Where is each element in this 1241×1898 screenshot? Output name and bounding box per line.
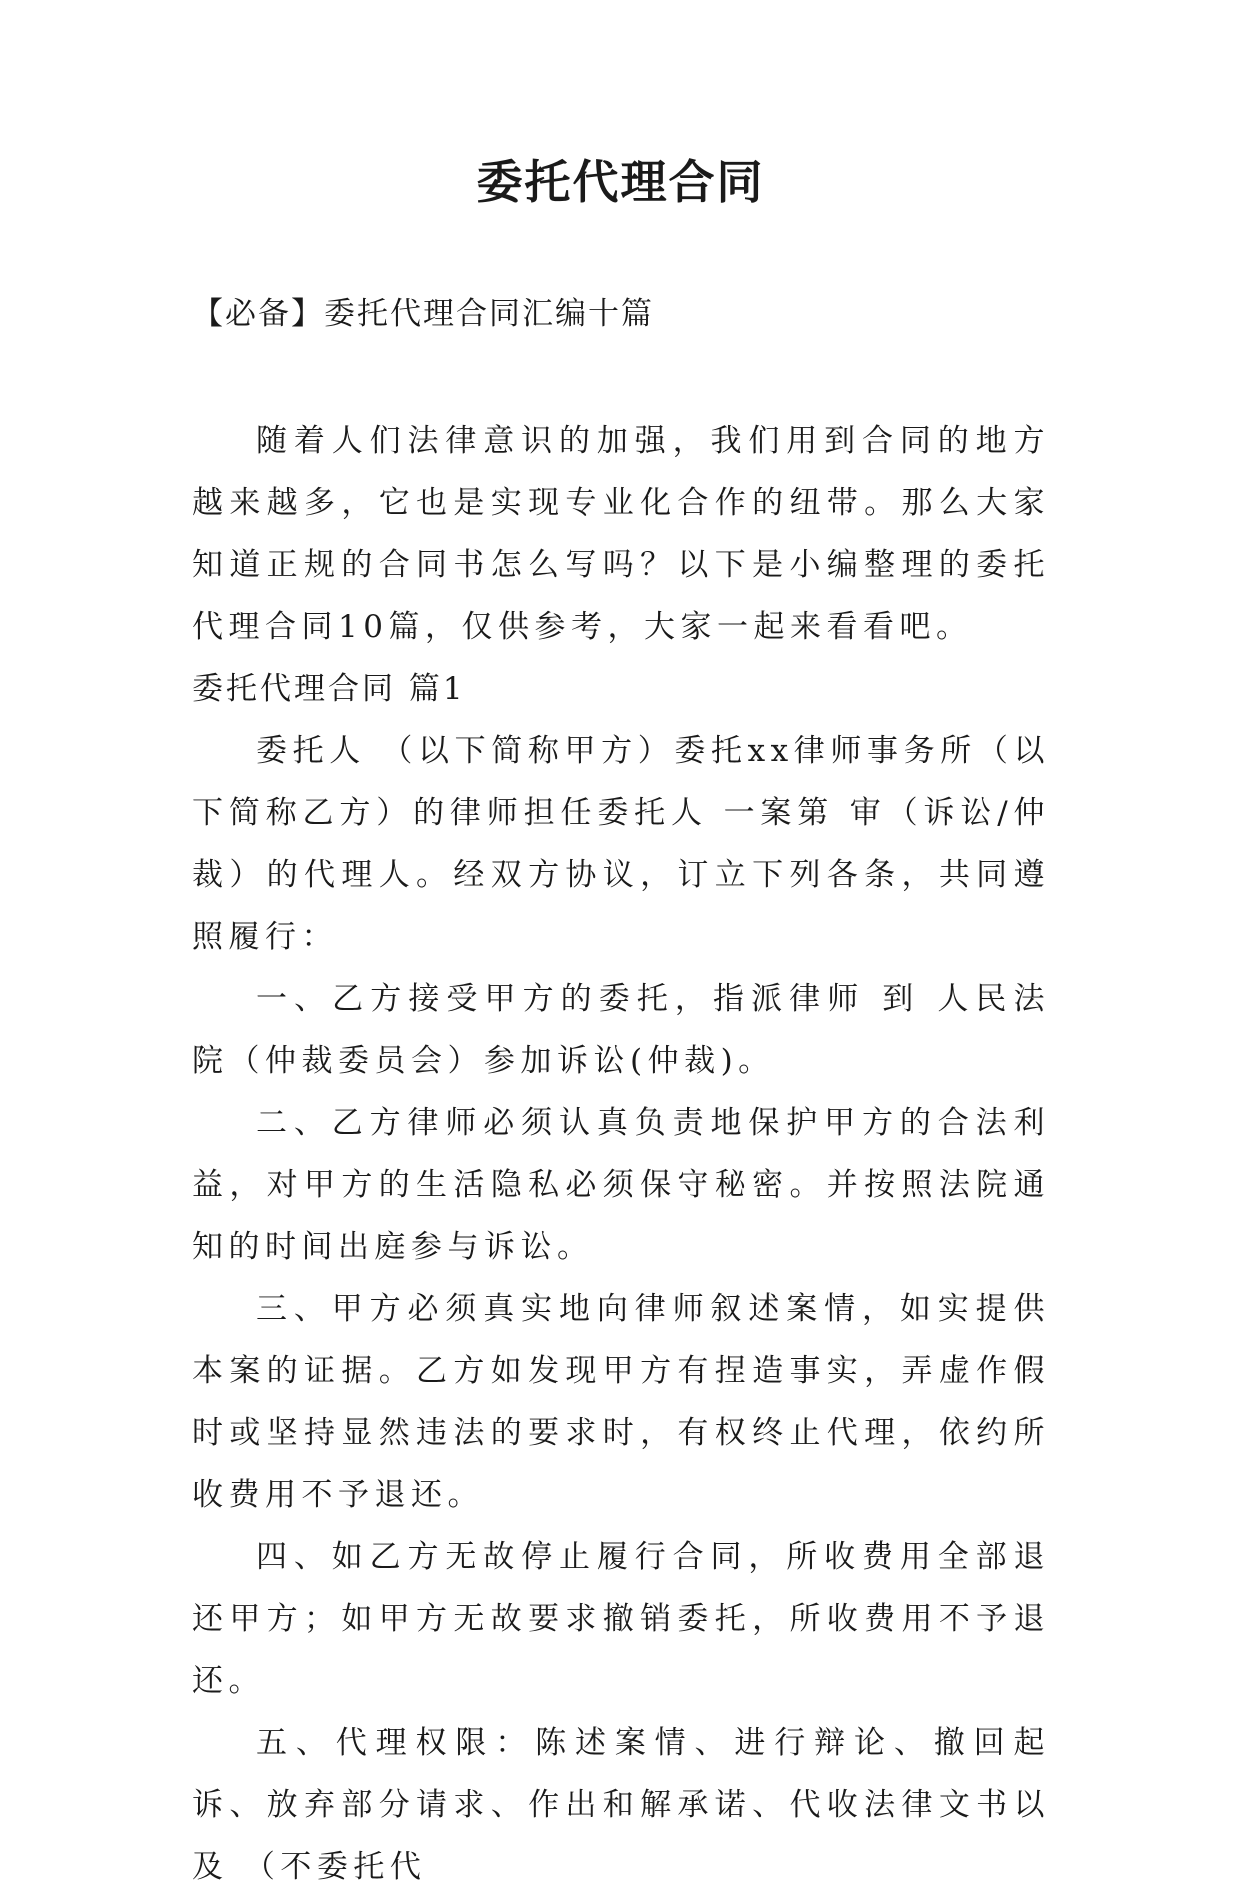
section-heading: 委托代理合同 篇1 xyxy=(192,671,466,707)
contract-clause-5: 五、代理权限：陈述案情、进行辩论、撤回起诉、放弃部分请求、作出和解承诺、代收法律文书以及 （不委托代 xyxy=(192,1725,1050,1885)
contract-clause-3: 三、甲方必须真实地向律师叙述案情，如实提供本案的证据。乙方如发现甲方有捏造事实，弄虚作假时或坚持显然违法的要求时，有权终止代理，依约所收费用不予退还。 xyxy=(192,1291,1050,1513)
contract-clause-1: 一、乙方接受甲方的委托，指派律师 到 人民法院（仲裁委员会）参加诉讼(仲裁)。 xyxy=(192,981,1050,1079)
contract-paragraph-preamble: 委托人 （以下简称甲方）委托xx律师事务所（以下简称乙方）的律师担任委托人 一案第 审（诉讼/仲裁）的代理人。经双方协议，订立下列各条，共同遵照履行： xyxy=(192,733,1050,955)
document-body xyxy=(192,410,1050,1898)
contract-clause-4: 四、如乙方无故停止履行合同，所收费用全部退还甲方；如甲方无故要求撤销委托，所收费用不予退还。 xyxy=(192,1539,1050,1699)
intro-paragraph: 随着人们法律意识的加强，我们用到合同的地方越来越多，它也是实现专业化合作的纽带。那么大家知道正规的合同书怎么写吗？以下是小编整理的委托代理合同10篇，仅供参考，大家一起来看看吧。 xyxy=(192,423,1050,645)
document-title: 委托代理合同 xyxy=(476,155,765,209)
contract-clause-2: 二、乙方律师必须认真负责地保护甲方的合法利益，对甲方的生活隐私必须保守秘密。并按照法院通知的时间出庭参与诉讼。 xyxy=(192,1105,1050,1265)
document-subtitle: 【必备】委托代理合同汇编十篇 xyxy=(192,296,654,332)
